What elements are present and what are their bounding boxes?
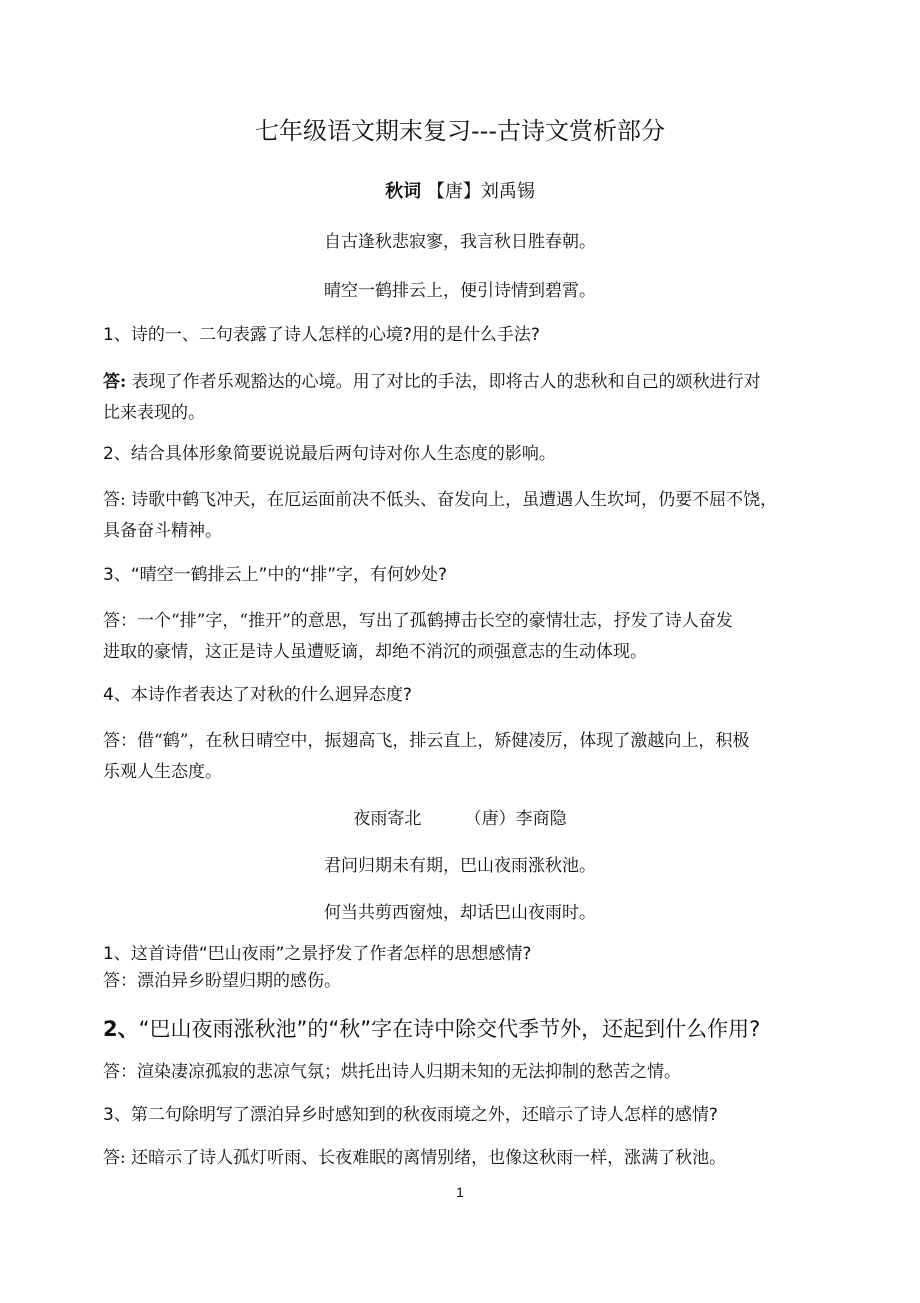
q2-answer-line-1: 答: 诗歌中鹤飞冲天，在厄运面前决不低头、奋发向上，虽遭遇人生坎坷，仍要不屈不饶， (103, 490, 778, 510)
p2q2-question: “巴山夜雨涨秋池”的“秋”字在诗中除交代季节外，还起到什么作用? (138, 1017, 761, 1041)
q2-answer-line-2: 具备奋斗精神。 (103, 521, 222, 541)
q3-question: 3、“晴空一鹤排云上”中的“排”字，有何妙处? (103, 565, 448, 585)
p2q3-answer: 答: 还暗示了诗人孤灯听雨、长夜难眠的离情别绪，也像这秋雨一样，涨满了秋池。 (103, 1148, 727, 1168)
poem2-line-1: 君问归期未有期，巴山夜雨涨秋池。 (324, 856, 596, 876)
q1-answer-text: 表现了作者乐观豁达的心境。用了对比的手法，即将古人的悲秋和自己的颂秋进行对 (126, 372, 761, 392)
q1-question: 1、诗的一、二句表露了诗人怎样的心境?用的是什么手法? (103, 325, 540, 345)
poem1-name: 秋词 (385, 181, 422, 202)
q1-answer-line-2: 比来表现的。 (103, 403, 205, 423)
p2q2-number: 2、 (103, 1017, 139, 1041)
q2-question: 2、结合具体形象简要说说最后两句诗对你人生态度的影响。 (103, 444, 556, 464)
poem2-heading: 夜雨寄北 （唐）李商隐 (353, 809, 567, 829)
poem2-line-2: 何当共剪西窗烛，却话巴山夜雨时。 (324, 903, 596, 923)
q4-answer-line-1: 答：借“鹤”，在秋日晴空中，振翅高飞，排云直上，矫健凌厉，体现了激越向上，积极 (103, 731, 750, 751)
q3-answer-line-2: 进取的豪情，这正是诗人虽遭贬谪，却绝不消沉的顽强意志的生动体现。 (103, 642, 647, 662)
poem1-author: 【唐】刘禹锡 (426, 181, 535, 202)
poem1-heading (0, 181, 920, 203)
q1-answer-line-1 (103, 372, 823, 392)
q4-answer-line-2: 乐观人生态度。 (103, 762, 222, 782)
p2q2-question-line (103, 1016, 823, 1042)
p2q1-question: 1、这首诗借“巴山夜雨”之景抒发了作者怎样的思想感情? (103, 944, 532, 964)
poem1-line-2: 晴空一鹤排云上，便引诗情到碧霄。 (324, 281, 596, 301)
poem1-line-1: 自古逢秋悲寂寥，我言秋日胜春朝。 (324, 232, 596, 252)
p2q3-question: 3、第二句除明写了漂泊异乡时感知到的秋夜雨境之外，还暗示了诗人怎样的感情? (103, 1105, 718, 1125)
p2q2-answer: 答：渲染凄凉孤寂的悲凉气氛；烘托出诗人归期未知的无法抑制的愁苦之情。 (103, 1062, 681, 1082)
q4-question: 4、本诗作者表达了对秋的什么迥异态度? (103, 685, 412, 705)
page-number: 1 (456, 1184, 464, 1200)
p2q1-answer: 答：漂泊异乡盼望归期的感伤。 (103, 971, 341, 991)
q3-answer-line-1: 答：一个“排”字，“推开”的意思，写出了孤鹤搏击长空的豪情壮志，抒发了诗人奋发 (103, 611, 733, 631)
q1-answer-label: 答: (103, 372, 127, 392)
page-title: 七年级语文期末复习---古诗文赏析部分 (255, 117, 665, 145)
